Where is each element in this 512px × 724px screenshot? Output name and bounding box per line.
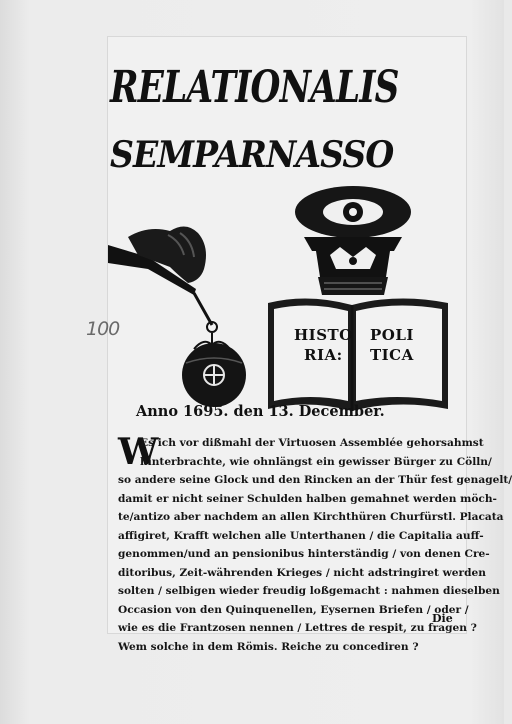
title-emblem <box>108 177 466 407</box>
title-line-1: RELATIONALIS <box>110 62 399 113</box>
crowned-eye-icon <box>295 186 411 295</box>
book-left-line-2: RIA: <box>304 346 343 364</box>
body-line: te/antizo aber nachdem an allen Kirchthüren Churfürstl. Placata <box>118 511 504 523</box>
book-right-line-2: TICA <box>370 346 414 364</box>
body-line: hinterbrachte, wie ohnlängst ein gewisser Bürger zu Cölln/ <box>140 455 492 468</box>
dateline: Anno 1695. den 13. December. <box>136 403 385 420</box>
catchword: Die <box>432 612 453 625</box>
body-line: genommen/und an pensionibus hinterständig / von denen Cre- <box>118 548 490 560</box>
body-line: damit er nicht seiner Schulden halben gemahnet werden möch- <box>118 492 497 505</box>
body-line: affigiret, Krafft welchen alle Unterthanen / die Capitalia auff- <box>118 529 484 542</box>
body-line: Es ich vor dißmahl der Virtuosen Assemblée gehorsahmst <box>140 437 484 449</box>
body-line: solten / selbigen wieder freudig loßgemacht : nahmen dieselben <box>118 585 500 597</box>
body-text <box>118 431 512 656</box>
title-line-2: SEMPARNASSO <box>110 134 394 176</box>
page-number: 100 <box>86 318 120 340</box>
body-line: ditoribus, Zeit-währenden Krieges / nicht adstringiret werden <box>118 566 486 579</box>
body-line: so andere seine Glock und den Rincken an der Thür fest genagelt/ <box>118 474 512 486</box>
book-left-line-1: HISTO <box>294 326 353 344</box>
body-line: Wem solche in dem Römis. Reiche zu concediren ? <box>118 640 419 653</box>
body-line: Occasion von den Quinquenellen, Eysernen Briefen / oder / <box>118 603 469 616</box>
open-book-icon <box>268 298 448 411</box>
body-line: wie es die Frantzosen nennen / Lettres de respit, zu fragen ? <box>118 622 477 634</box>
hand-holding-pen-icon <box>108 226 217 332</box>
orb-globe-icon <box>182 333 246 407</box>
drop-cap: W <box>118 431 159 473</box>
book-right-line-1: POLI <box>370 326 414 344</box>
